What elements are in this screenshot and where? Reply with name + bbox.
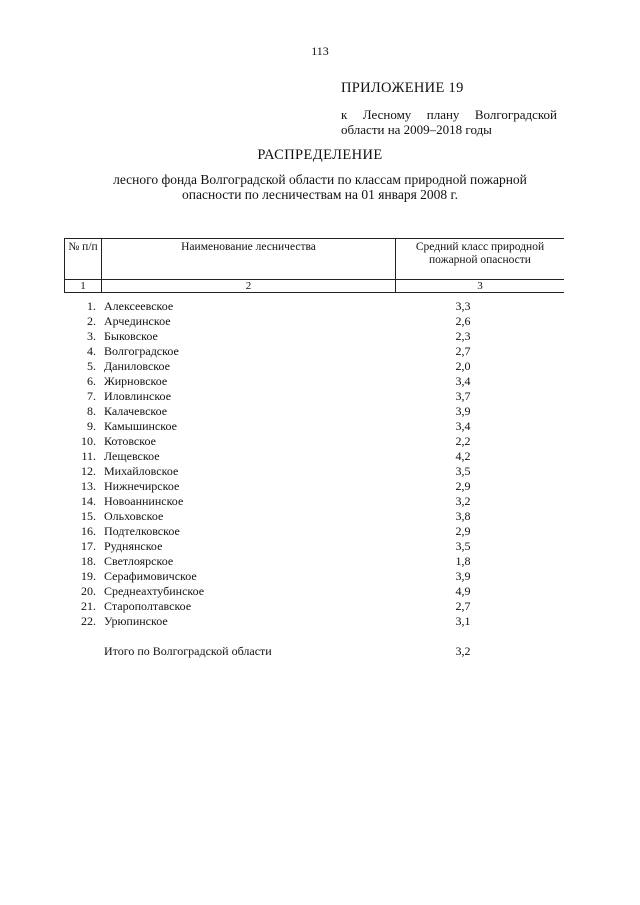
table-row (64, 554, 564, 569)
fire-class-value: 3,4 (455, 374, 471, 388)
fire-class-value: 3,8 (455, 509, 471, 523)
page-number: 113 (311, 44, 329, 58)
header-name: Наименование лесничества (102, 239, 396, 279)
document-title: РАСПРЕДЕЛЕНИЕ (257, 147, 383, 163)
table-row (64, 614, 564, 629)
table-row (64, 509, 564, 524)
row-number: 13. (81, 479, 96, 493)
table-row (64, 299, 564, 314)
table-row (64, 389, 564, 404)
table-row (64, 539, 564, 554)
fire-class-value: 3,5 (455, 464, 471, 478)
total-value: 3,2 (455, 644, 471, 658)
table-row (64, 494, 564, 509)
total-row (64, 644, 564, 659)
row-number: 12. (81, 464, 96, 478)
appendix-reference-word: плану (426, 107, 460, 122)
forestry-name: Иловлинское (104, 389, 172, 403)
table-row (64, 599, 564, 614)
forestry-name: Ольховское (104, 509, 164, 523)
header-class: Средний класс природной пожарной опасности (415, 241, 545, 266)
appendix-reference-word: Лесному (362, 107, 412, 122)
forestry-name: Жирновское (104, 374, 168, 388)
row-number: 8. (87, 404, 96, 418)
row-number: 20. (81, 584, 96, 598)
fire-class-value: 2,9 (455, 524, 471, 538)
subtitle-line: опасности по лесничествам на 01 января 2008 г. (182, 187, 458, 202)
forestry-name: Арчединское (104, 314, 171, 328)
fire-class-value: 3,7 (455, 389, 471, 403)
table-row (64, 374, 564, 389)
fire-class-value: 2,0 (455, 359, 471, 373)
table-row (64, 344, 564, 359)
table-row (64, 359, 564, 374)
row-number: 21. (81, 599, 96, 613)
forestry-name: Старополтавское (104, 599, 192, 613)
forestry-name: Михайловское (104, 464, 179, 478)
row-number: 2. (87, 314, 96, 328)
row-number: 22. (81, 614, 96, 628)
appendix-reference-line2: области на 2009–2018 годы (341, 122, 492, 137)
header-number: № п/п (64, 239, 102, 279)
row-number: 10. (81, 434, 96, 448)
fire-class-value: 3,4 (455, 419, 471, 433)
column-number: 1 (64, 280, 102, 292)
row-number: 3. (87, 329, 96, 343)
fire-class-value: 3,1 (455, 614, 471, 628)
column-number: 3 (477, 280, 483, 292)
fire-class-value: 2,2 (455, 434, 471, 448)
forestry-name: Даниловское (104, 359, 170, 373)
fire-class-value: 3,5 (455, 539, 471, 553)
fire-class-value: 3,9 (455, 569, 471, 583)
row-number: 7. (87, 389, 96, 403)
table-row (64, 584, 564, 599)
fire-class-value: 3,3 (455, 299, 471, 313)
table-row (64, 419, 564, 434)
table-row (64, 404, 564, 419)
forestry-name: Среднеахтубинское (104, 584, 205, 598)
row-number: 17. (81, 539, 96, 553)
row-number: 18. (81, 554, 96, 568)
table-row (64, 464, 564, 479)
fire-class-value: 3,2 (455, 494, 471, 508)
appendix-block (341, 80, 561, 137)
forestry-name: Светлоярское (104, 554, 174, 568)
table-row (64, 524, 564, 539)
forestry-name: Алексеевское (104, 299, 174, 313)
fire-class-value: 3,9 (455, 404, 471, 418)
row-number: 1. (87, 299, 96, 313)
row-number: 9. (87, 419, 96, 433)
table-row (64, 314, 564, 329)
fire-class-value: 4,9 (455, 584, 471, 598)
forestry-name: Волгоградское (104, 344, 179, 358)
appendix-reference-line1 (341, 107, 557, 122)
table-row (64, 479, 564, 494)
column-number: 2 (102, 280, 396, 292)
table-body (64, 299, 564, 629)
appendix-reference-word: к (341, 107, 348, 122)
fire-class-value: 1,8 (455, 554, 471, 568)
fire-class-value: 2,7 (455, 344, 471, 358)
forestry-name: Новоаннинское (104, 494, 184, 508)
subtitle-line: лесного фонда Волгоградской области по классам природной пожарной (113, 172, 527, 187)
row-number: 15. (81, 509, 96, 523)
fire-class-value: 2,3 (455, 329, 471, 343)
forestry-name: Урюпинское (104, 614, 168, 628)
fire-class-value: 2,6 (455, 314, 471, 328)
table-header (64, 238, 564, 279)
row-number: 11. (81, 449, 96, 463)
appendix-reference (341, 107, 561, 137)
forestry-name: Камышинское (104, 419, 177, 433)
column-numbers-row (64, 279, 564, 293)
table-row (64, 569, 564, 584)
row-number: 4. (87, 344, 96, 358)
forestry-name: Руднянское (104, 539, 163, 553)
row-number: 6. (87, 374, 96, 388)
appendix-title: ПРИЛОЖЕНИЕ 19 (341, 80, 464, 96)
table-row (64, 449, 564, 464)
forestry-name: Котовское (104, 434, 156, 448)
fire-class-value: 4,2 (455, 449, 471, 463)
forestry-name: Калачевское (104, 404, 168, 418)
forestry-name: Быковское (104, 329, 158, 343)
forestry-name: Нижнечирское (104, 479, 180, 493)
table-row (64, 329, 564, 344)
forestry-name: Подтелковское (104, 524, 180, 538)
row-number: 14. (81, 494, 96, 508)
fire-class-value: 2,7 (455, 599, 471, 613)
forestry-name: Лещевское (104, 449, 160, 463)
forestry-name: Серафимовичское (104, 569, 197, 583)
appendix-reference-word: Волгоградской (474, 107, 557, 122)
row-number: 19. (81, 569, 96, 583)
total-label: Итого по Волгоградской области (104, 644, 272, 658)
row-number: 16. (81, 524, 96, 538)
row-number: 5. (87, 359, 96, 373)
forestry-table (64, 238, 564, 659)
document-subtitle (40, 172, 600, 202)
table-row (64, 434, 564, 449)
fire-class-value: 2,9 (455, 479, 471, 493)
